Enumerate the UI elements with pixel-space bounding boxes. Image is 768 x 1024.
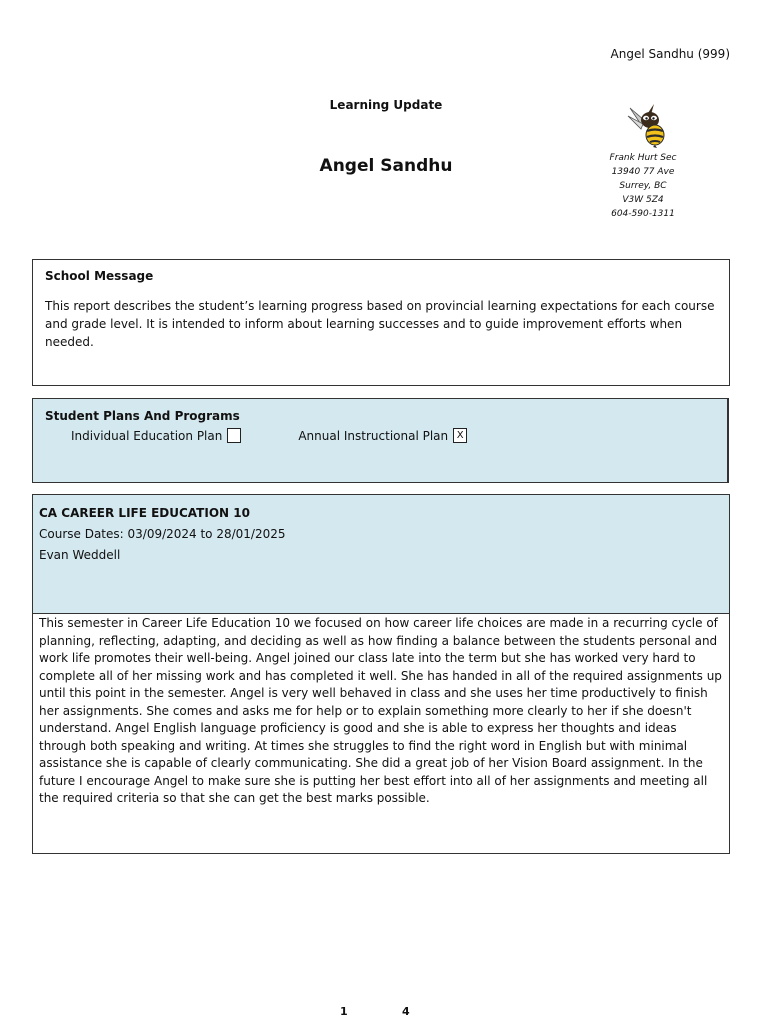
student-name: Angel Sandhu — [319, 156, 453, 176]
plans-row — [45, 428, 715, 443]
iep-plan — [71, 428, 241, 443]
student-plans-box — [32, 398, 729, 483]
school-message-text: This report describes the student’s learning progress based on provincial learning expectations for each course and grade level. It is intended to inform about learning successes and to guide improvement efforts when needed. — [45, 299, 715, 349]
course-dates: Course Dates: 03/09/2024 to 28/01/2025 — [39, 527, 286, 541]
course-box — [32, 494, 730, 854]
school-phone: 604-590-1311 — [611, 209, 675, 219]
aip-plan — [298, 428, 467, 443]
school-message-box — [32, 259, 730, 386]
course-header — [33, 495, 729, 614]
school-name: Frank Hurt Sec — [609, 153, 677, 163]
school-address-block — [588, 151, 698, 221]
aip-label: Annual Instructional Plan — [298, 428, 449, 443]
iep-checkbox[interactable] — [227, 428, 241, 443]
document-title: Learning Update — [329, 98, 443, 112]
header-student-ref: Angel Sandhu (999) — [610, 47, 730, 61]
course-comment: This semester in Career Life Education 10 we focused on how career life choices are made in a recurring cycle of planning, reflecting, adapting, and deciding as well as how finding a balance between the students personal and work life promotes their well-being. Angel joined our class late into the term but she has worked very hard to complete all of her missing work and has completed it well. She has handed in all of the required assignments up until this point in the semester. Angel is very well behaved in class and she uses her time productively to finish her assignments. She comes and asks me for help or to explain something more clearly to her if she doesn't understand. Angel English language proficiency is good and she is able to express her thoughts and ideas through both speaking and writing. At times she struggles to find the right word in English but with minimal assistance she is capable of clearly communicating. She did a great job of her Vision Board assignment. In the future I encourage Angel to make sure she is putting her best effort into all of her assignments and meeting all the required criteria so that she can get the best marks possible. — [39, 616, 722, 805]
page-total: 4 — [402, 1005, 410, 1018]
school-city: Surrey, BC — [619, 181, 667, 191]
student-plans-heading: Student Plans And Programs — [45, 409, 240, 423]
aip-checkbox[interactable]: X — [453, 428, 467, 443]
page-number: 1 — [340, 1005, 348, 1018]
course-teacher: Evan Weddell — [39, 548, 121, 562]
school-message-heading: School Message — [45, 269, 154, 283]
school-street: 13940 77 Ave — [611, 167, 675, 177]
hornet-mascot-logo-icon — [624, 98, 672, 148]
course-title: CA CAREER LIFE EDUCATION 10 — [39, 506, 250, 520]
iep-label: Individual Education Plan — [71, 428, 223, 443]
school-postal: V3W 5Z4 — [622, 195, 664, 205]
